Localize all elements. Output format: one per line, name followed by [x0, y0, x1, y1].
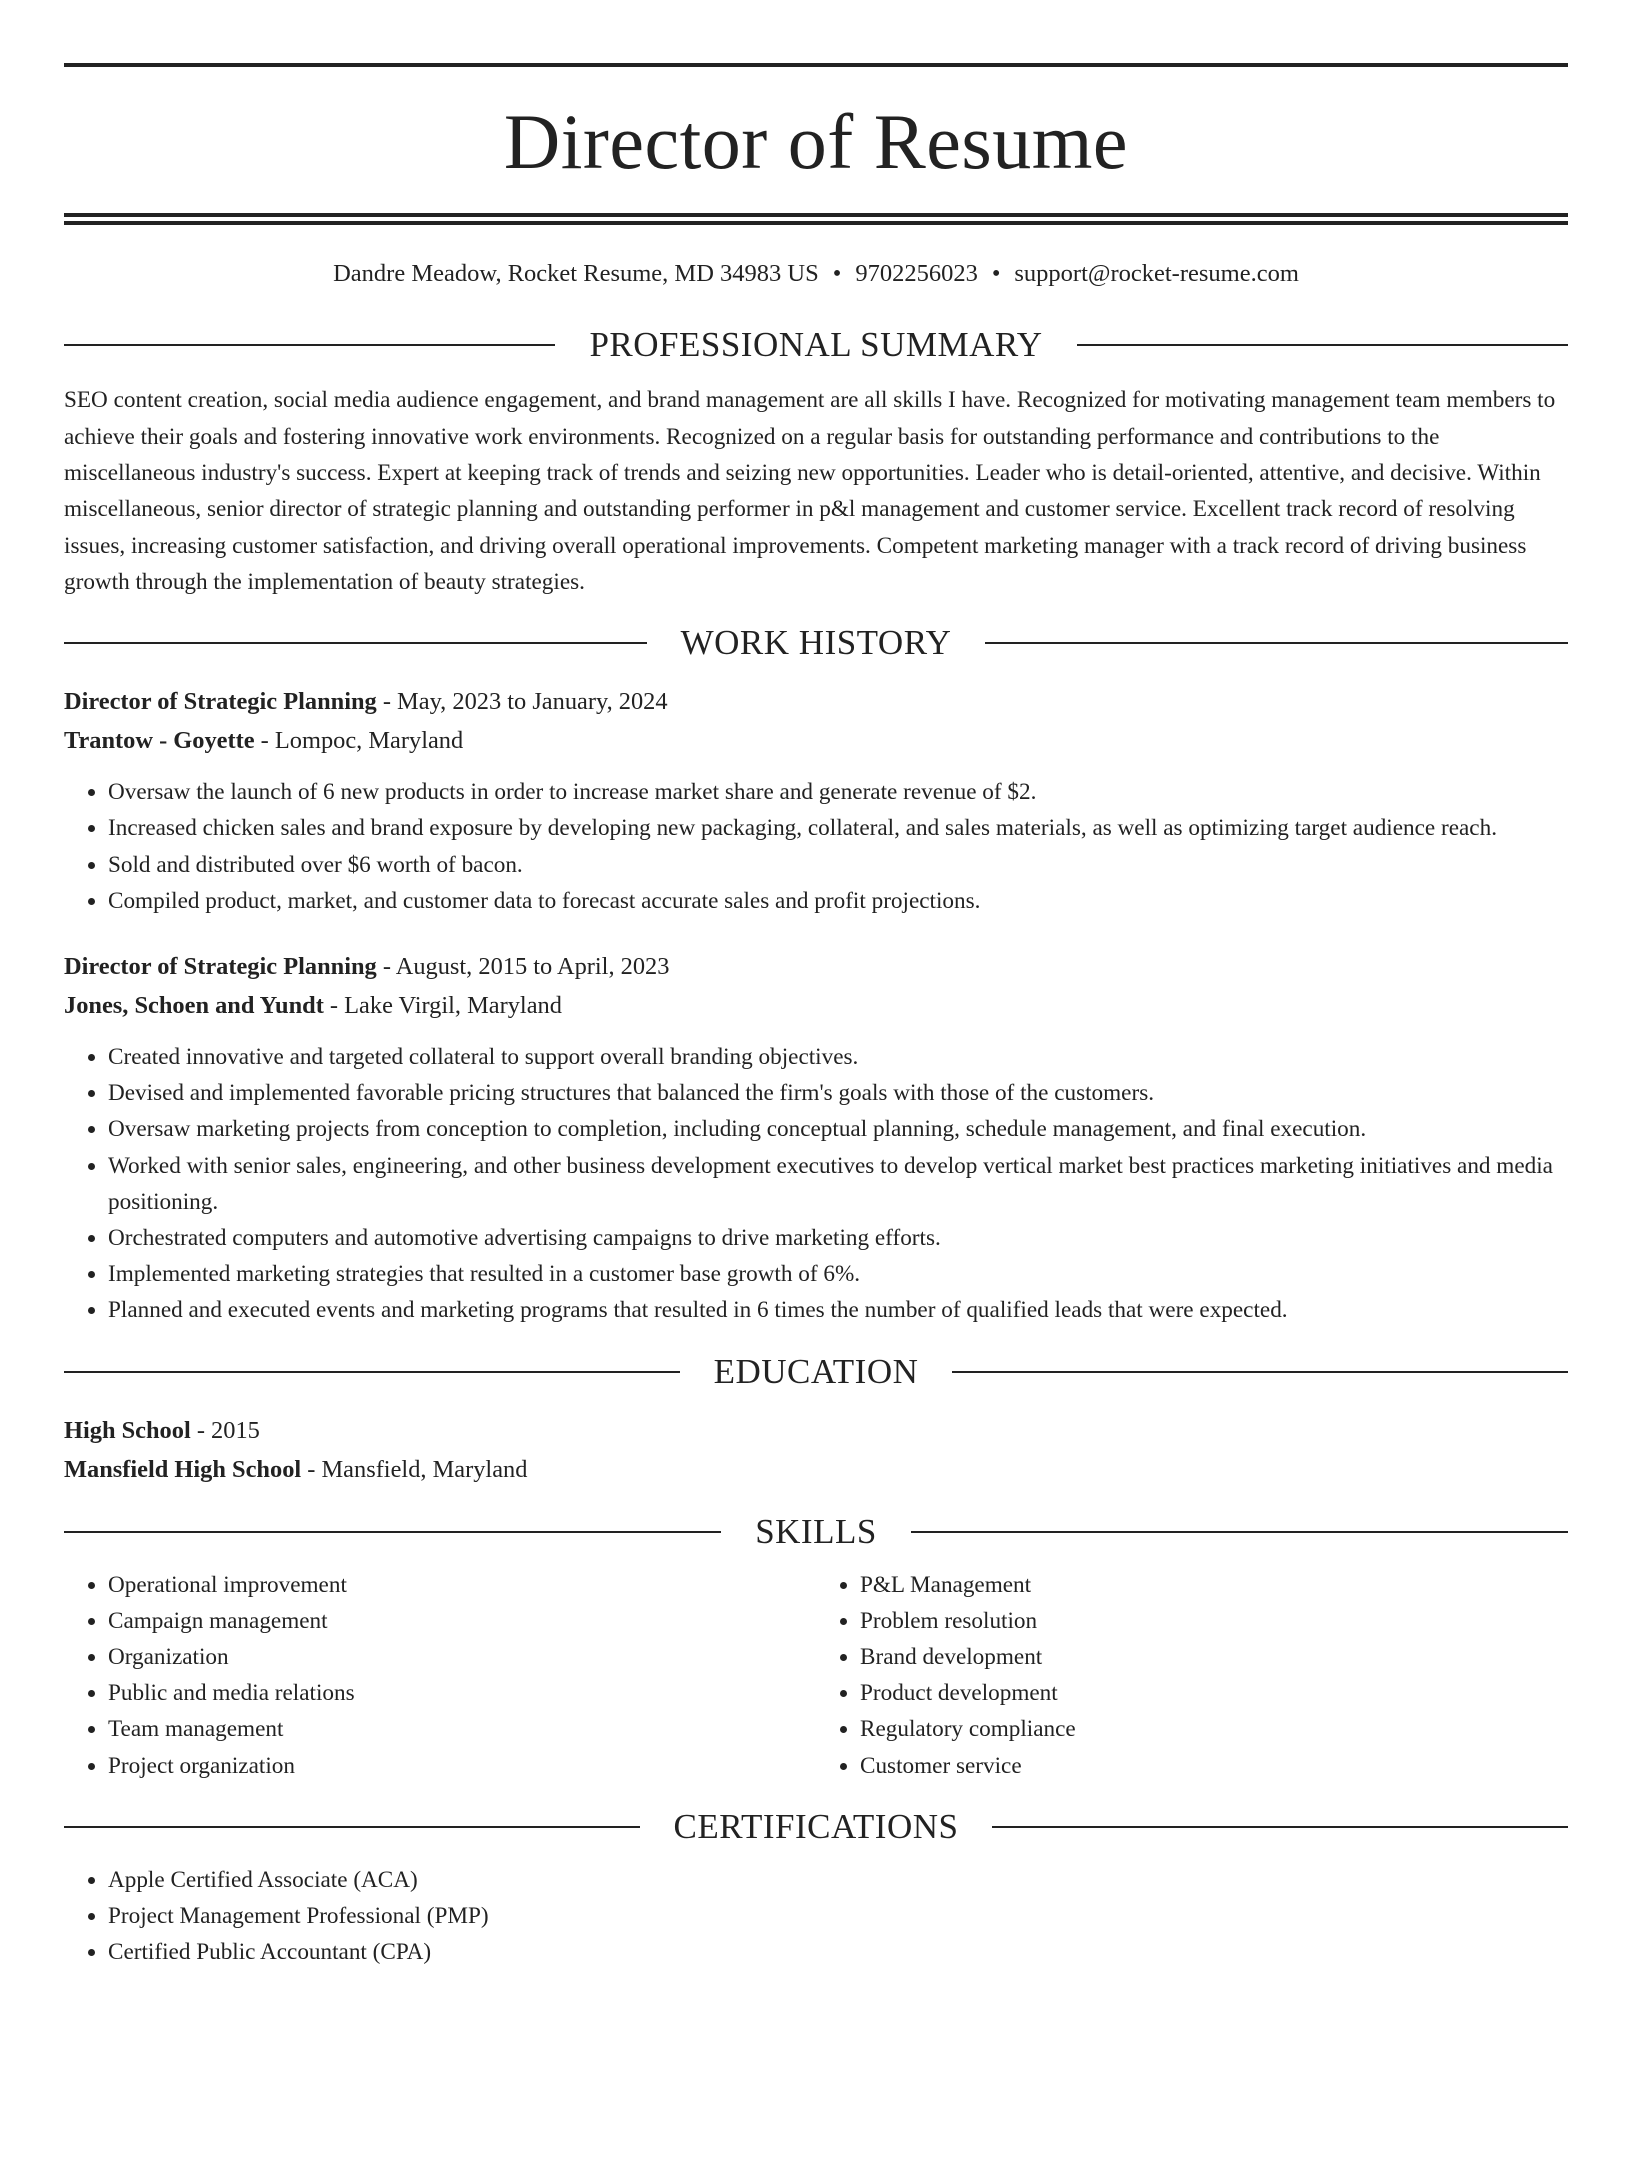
job-title: Director of Strategic Planning	[64, 952, 377, 980]
job-company: Trantow - Goyette	[64, 727, 255, 755]
contact-address: Dandre Meadow, Rocket Resume, MD 34983 US	[333, 260, 819, 287]
list-item: • Created innovative and targeted collateral to support overall branding objectives.	[108, 1039, 1568, 1075]
job-title-line	[64, 682, 1568, 721]
job-company-line	[64, 721, 1568, 760]
heading-rule	[992, 1826, 1568, 1828]
certification-item: • Certified Public Accountant (CPA)	[108, 1934, 1568, 1970]
title-double-rule	[64, 213, 1568, 225]
list-item: • Sold and distributed over $6 worth of bacon.	[108, 847, 1568, 883]
section-heading-certifications	[64, 1806, 1568, 1848]
skill-item: • Team management	[108, 1711, 816, 1747]
job-dates: - August, 2015 to April, 2023	[376, 952, 670, 980]
list-item: • Implemented marketing strategies that resulted in a customer base growth of 6%.	[108, 1256, 1568, 1292]
job-company-line	[64, 986, 1568, 1025]
heading-rule	[64, 642, 647, 644]
section-title-skills: SKILLS	[755, 1511, 877, 1551]
skill-item: • Product development	[860, 1675, 1568, 1711]
heading-rule	[952, 1371, 1568, 1373]
job-title-line	[64, 947, 1568, 986]
contact-separator: •	[832, 260, 842, 287]
section-title-work: WORK HISTORY	[680, 623, 952, 663]
certifications-list	[64, 1862, 1568, 1971]
education-degree: High School	[64, 1416, 191, 1444]
section-heading-work	[64, 622, 1568, 664]
heading-rule	[985, 642, 1568, 644]
skill-item: • Customer service	[860, 1748, 1568, 1784]
job-location: - Lake Virgil, Maryland	[323, 991, 562, 1019]
skills-grid	[64, 1567, 1568, 1784]
skill-item: • Organization	[108, 1639, 816, 1675]
job-entry	[64, 682, 1568, 919]
job-bullets	[64, 1039, 1568, 1329]
skill-item: • Public and media relations	[108, 1675, 816, 1711]
list-item: • Orchestrated computers and automotive advertising campaigns to drive marketing efforts.	[108, 1220, 1568, 1256]
section-title-education: EDUCATION	[713, 1351, 919, 1391]
job-bullets	[64, 774, 1568, 919]
section-title-summary: PROFESSIONAL SUMMARY	[589, 325, 1043, 365]
skill-item: • Problem resolution	[860, 1603, 1568, 1639]
top-rule	[64, 63, 1568, 67]
list-item: • Oversaw the launch of 6 new products in order to increase market share and generate revenue of $2.	[108, 774, 1568, 810]
list-item: • Oversaw marketing projects from conception to completion, including conceptual planning, schedule management, and final execution.	[108, 1111, 1568, 1147]
heading-rule	[64, 344, 555, 346]
job-title: Director of Strategic Planning	[64, 688, 377, 716]
job-location: - Lompoc, Maryland	[254, 727, 464, 755]
list-item: • Planned and executed events and marketing programs that resulted in 6 times the number of qualified leads that were expected.	[108, 1292, 1568, 1328]
contact-line	[64, 259, 1568, 288]
heading-rule	[1077, 344, 1568, 346]
skill-item: • Regulatory compliance	[860, 1711, 1568, 1747]
contact-phone: 9702256023	[855, 260, 978, 287]
list-item: • Devised and implemented favorable pricing structures that balanced the firm's goals with those of the customers.	[108, 1075, 1568, 1111]
skill-item: • Operational improvement	[108, 1567, 816, 1603]
certification-item: • Project Management Professional (PMP)	[108, 1898, 1568, 1934]
education-school: Mansfield High School	[64, 1455, 302, 1483]
job-dates: - May, 2023 to January, 2024	[376, 688, 668, 716]
certification-item: • Apple Certified Associate (ACA)	[108, 1862, 1568, 1898]
heading-rule	[64, 1826, 640, 1828]
section-heading-skills	[64, 1511, 1568, 1553]
skill-item: • P&L Management	[860, 1567, 1568, 1603]
skill-item: • Project organization	[108, 1748, 816, 1784]
education-year: - 2015	[190, 1416, 260, 1444]
job-entry	[64, 947, 1568, 1329]
job-company: Jones, Schoen and Yundt	[64, 991, 324, 1019]
skills-column-right	[816, 1567, 1568, 1784]
list-item: • Compiled product, market, and customer data to forecast accurate sales and profit projections.	[108, 883, 1568, 919]
skill-item: • Campaign management	[108, 1603, 816, 1639]
skills-column-left	[64, 1567, 816, 1784]
heading-rule	[911, 1531, 1568, 1533]
section-title-certifications: CERTIFICATIONS	[673, 1806, 959, 1846]
contact-separator: •	[991, 260, 1001, 287]
education-entry	[64, 1411, 1568, 1489]
list-item: • Worked with senior sales, engineering, and other business development executives to develop vertical market best practices marketing initiatives and media positioning.	[108, 1148, 1568, 1220]
heading-rule	[64, 1531, 721, 1533]
education-degree-line	[64, 1411, 1568, 1450]
contact-email: support@rocket-resume.com	[1014, 260, 1299, 287]
list-item: • Increased chicken sales and brand exposure by developing new packaging, collateral, and sales materials, as well as optimizing target audience reach.	[108, 810, 1568, 846]
summary-paragraph: SEO content creation, social media audience engagement, and brand management are all skills I have. Recognized for motivating management team members to achieve their goals and fostering innovative work environments. Recognized on a regular basis for outstanding performance and contributions to the miscellaneous industry's success. Expert at keeping track of trends and seizing new opportunities. Leader who is detail-oriented, attentive, and decisive. Within miscellaneous, senior director of strategic planning and outstanding performer in p&l management and customer service. Excellent track record of resolving issues, increasing customer satisfaction, and driving overall operational improvements. Competent marketing manager with a track record of driving business growth through the implementation of beauty strategies.	[64, 387, 1556, 595]
section-heading-education	[64, 1351, 1568, 1393]
education-school-line	[64, 1450, 1568, 1489]
skill-item: • Brand development	[860, 1639, 1568, 1675]
resume-page	[0, 63, 1632, 2175]
section-heading-summary	[64, 324, 1568, 366]
education-location: - Mansfield, Maryland	[301, 1455, 528, 1483]
heading-rule	[64, 1371, 680, 1373]
resume-title: Director of Resume	[503, 98, 1129, 185]
